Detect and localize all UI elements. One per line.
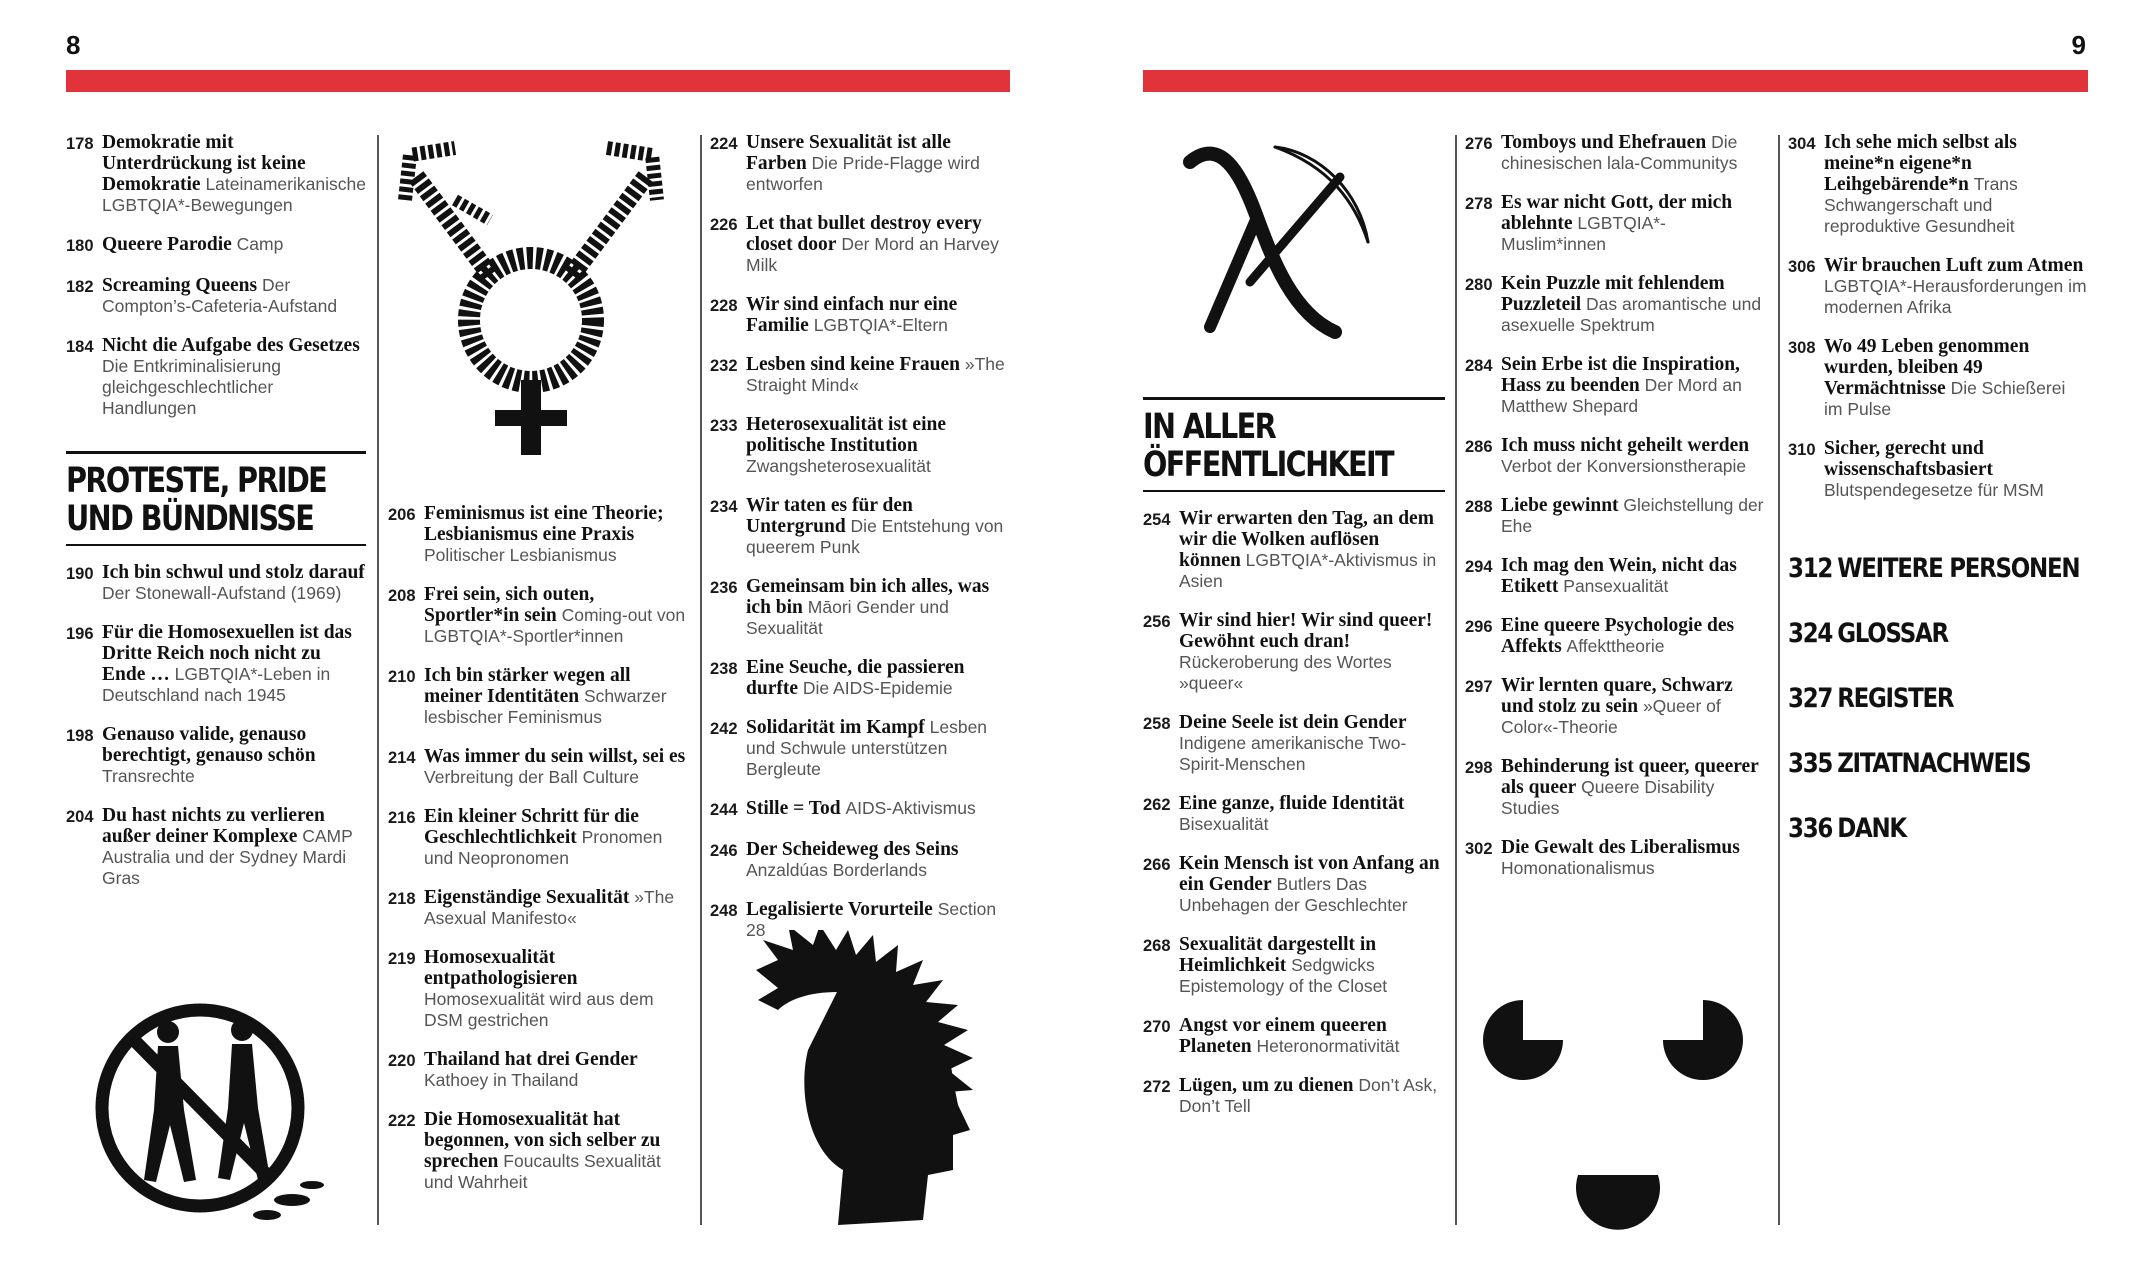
toc-page-number: 276 xyxy=(1465,135,1493,153)
toc-entry-subtitle: LGBTQIA*-Muslim*innen xyxy=(1501,213,1666,254)
toc-entry-title: Lügen, um zu dienen xyxy=(1179,1075,1354,1096)
toc-page-number: 219 xyxy=(388,950,416,968)
toc-entry-text xyxy=(424,806,690,869)
toc-entry-title: Behinderung ist queer, queerer als queer xyxy=(1501,756,1759,798)
appendix-label: REGISTER xyxy=(1837,683,1954,714)
section-title-line: IN ALLER xyxy=(1143,407,1276,447)
toc-entry-text xyxy=(102,234,366,257)
toc-entry-text xyxy=(1501,675,1770,738)
toc-entry[interactable] xyxy=(66,805,366,889)
toc-entry-title: Gemeinsam bin ich alles, was ich bin xyxy=(746,576,990,618)
toc-entry-text xyxy=(1179,712,1445,775)
appendix-entry[interactable] xyxy=(1788,683,2043,714)
punk-head-silhouette xyxy=(748,930,1010,1230)
toc-entry[interactable] xyxy=(1788,336,2088,420)
toc-entry-subtitle: Kathoey in Thailand xyxy=(424,1070,579,1090)
toc-entry-text xyxy=(1179,508,1445,592)
toc-page-number: 190 xyxy=(66,565,94,583)
toc-page-number: 234 xyxy=(710,498,738,516)
toc-entry-text xyxy=(1501,354,1770,417)
toc-entry-title: Wo 49 Leben genommen wurden, bleiben 49 Vermächtnisse xyxy=(1824,336,2030,399)
toc-entry[interactable] xyxy=(710,798,1010,821)
toc-entry-title: Ich sehe mich selbst als meine*n eigene*n Leihgebärende*n xyxy=(1824,132,2017,195)
toc-entry-subtitle: Gleichstellung der Ehe xyxy=(1501,495,1764,536)
toc-entry[interactable] xyxy=(1788,255,2088,318)
toc-entry[interactable] xyxy=(1143,610,1445,694)
toc-page-number: 266 xyxy=(1143,856,1171,874)
toc-entry-title: Eine ganze, fluide Identität xyxy=(1179,793,1405,814)
toc-entry[interactable] xyxy=(1465,132,1770,174)
toc-entry-text xyxy=(102,724,366,787)
toc-page-number: 310 xyxy=(1788,441,1816,459)
appendix-page-number: 324 xyxy=(1788,618,1833,649)
toc-page-number: 182 xyxy=(66,278,94,296)
toc-entry-title: Feminismus ist eine Theorie; Lesbianismus eine Praxis xyxy=(424,503,664,545)
toc-entry[interactable] xyxy=(1788,438,2088,501)
toc-page-number: 233 xyxy=(710,417,738,435)
toc-page-number: 256 xyxy=(1143,613,1171,631)
toc-column-2 xyxy=(388,503,690,1211)
toc-entry-text xyxy=(746,576,1010,639)
toc-entry-title: Ich muss nicht geheilt werden xyxy=(1501,435,1750,456)
toc-page-number: 220 xyxy=(388,1052,416,1070)
toc-entry-subtitle: Lesben und Schwule unterstützen Bergleute xyxy=(746,717,988,779)
toc-entry[interactable] xyxy=(710,132,1010,195)
toc-page-number: 258 xyxy=(1143,715,1171,733)
toc-entry-text xyxy=(746,495,1010,558)
appendix-label: ZITATNACHWEIS xyxy=(1837,748,2031,779)
toc-entry-text xyxy=(102,275,366,317)
toc-page-number: 208 xyxy=(388,587,416,605)
toc-entry-subtitle: Das aromantische und asexuelle Spektrum xyxy=(1501,294,1762,335)
toc-entry-text xyxy=(1179,1015,1445,1057)
toc-entry-text xyxy=(1179,793,1445,835)
toc-page-number: 304 xyxy=(1788,135,1816,153)
toc-entry-subtitle: LGBTQIA*-Aktivismus in Asien xyxy=(1179,550,1437,591)
appendix-page-number: 336 xyxy=(1788,813,1833,844)
toc-entry-title: Legalisierte Vorurteile xyxy=(746,899,933,920)
toc-entry-title: Was immer du sein willst, sei es xyxy=(424,746,686,767)
toc-page-number: 226 xyxy=(710,216,738,234)
toc-entry-text xyxy=(102,562,366,604)
toc-page-number: 242 xyxy=(710,720,738,738)
toc-entry-subtitle: Don’t Ask, Don’t Tell xyxy=(1179,1075,1438,1116)
toc-entry-subtitle: Der Stonewall-Aufstand (1969) xyxy=(102,583,342,603)
toc-entry-title: Sexualität dargestellt in Heimlichkeit xyxy=(1179,934,1377,976)
toc-entry-title: Genauso valide, genauso berechtigt, genauso schön xyxy=(102,724,316,766)
toc-entry-subtitle: Homonationalismus xyxy=(1501,858,1655,878)
appendix-label: GLOSSAR xyxy=(1837,618,1948,649)
appendix-page-number: 327 xyxy=(1788,683,1833,714)
toc-entry-subtitle: Die Pride-Flagge wird entworfen xyxy=(746,153,980,194)
toc-entry-title: Wir brauchen Luft zum Atmen xyxy=(1824,255,2084,276)
toc-entry-title: Angst vor einem queeren Planeten xyxy=(1179,1015,1387,1057)
toc-entry-subtitle: Transrechte xyxy=(102,766,195,786)
toc-entry-title: Thailand hat drei Gender xyxy=(424,1049,638,1070)
toc-entry[interactable] xyxy=(710,414,1010,477)
toc-entry[interactable] xyxy=(66,335,366,419)
toc-entry-text xyxy=(102,805,366,889)
toc-entry-title: Queere Parodie xyxy=(102,234,232,255)
toc-entry-text xyxy=(102,622,366,706)
column-divider xyxy=(377,135,379,1225)
toc-entry-text xyxy=(1501,615,1770,657)
toc-page-number: 286 xyxy=(1465,438,1493,456)
toc-entry[interactable] xyxy=(388,1049,690,1091)
toc-entry[interactable] xyxy=(710,495,1010,558)
section-heading-public xyxy=(1143,397,1445,492)
toc-entry[interactable] xyxy=(388,1109,690,1193)
toc-entry-title: Demokratie mit Unterdrückung ist keine Demokratie xyxy=(102,132,306,195)
toc-entry[interactable] xyxy=(710,354,1010,396)
toc-entry-title: Eigenständige Sexualität xyxy=(424,887,630,908)
toc-entry-text xyxy=(424,584,690,647)
toc-entry-subtitle: CAMP Australia und der Sydney Mardi Gras xyxy=(102,826,353,888)
toc-page-number: 270 xyxy=(1143,1018,1171,1036)
toc-entry[interactable] xyxy=(1465,615,1770,657)
toc-entry[interactable] xyxy=(1143,934,1445,997)
toc-entry-title: Heterosexualität ist eine politische Institution xyxy=(746,414,947,456)
toc-entry[interactable] xyxy=(1143,793,1445,835)
toc-entry-text xyxy=(1179,853,1445,916)
toc-page-number: 298 xyxy=(1465,759,1493,777)
toc-entry-text xyxy=(1824,132,2088,237)
toc-entry-title: Sicher, gerecht und wissenschaftsbasiert xyxy=(1824,438,1993,480)
toc-entry-subtitle: Die AIDS-Epidemie xyxy=(802,678,953,698)
toc-entry-title: Wir sind einfach nur eine Familie xyxy=(746,294,958,336)
toc-page-number: 294 xyxy=(1465,558,1493,576)
toc-entry-text xyxy=(1179,1075,1445,1117)
toc-entry-text xyxy=(1501,435,1770,477)
toc-entry[interactable] xyxy=(710,657,1010,699)
toc-entry[interactable] xyxy=(388,947,690,1031)
toc-entry-text xyxy=(102,132,366,216)
toc-entry-title: Der Scheideweg des Seins xyxy=(746,839,959,860)
toc-page-number: 278 xyxy=(1465,195,1493,213)
toc-entry[interactable] xyxy=(1465,495,1770,537)
toc-entry-title: Es war nicht Gott, der mich ablehnte xyxy=(1501,192,1733,234)
toc-entry[interactable] xyxy=(1465,435,1770,477)
toc-page-number: 254 xyxy=(1143,511,1171,529)
toc-entry[interactable] xyxy=(66,562,366,604)
toc-entry-text xyxy=(424,1049,690,1091)
toc-entry-title: Deine Seele ist dein Gender xyxy=(1179,712,1407,733)
toc-entry-subtitle: Politischer Lesbianismus xyxy=(424,545,617,565)
toc-entry-subtitle: Coming-out von LGBTQIA*-Sportler*innen xyxy=(424,605,686,646)
toc-entry-subtitle: Heteronormativität xyxy=(1256,1036,1400,1056)
toc-entry-title: Ich bin schwul und stolz darauf xyxy=(102,562,365,583)
toc-page-number: 262 xyxy=(1143,796,1171,814)
section-title-line: ÖFFENTLICHKEIT xyxy=(1143,445,1394,485)
toc-entry-subtitle: Foucaults Sexualität und Wahrheit xyxy=(424,1151,661,1192)
toc-entry-title: Sein Erbe ist die Inspiration, Hass zu beenden xyxy=(1501,354,1740,396)
toc-entry-text xyxy=(1501,273,1770,336)
toc-entry-text xyxy=(424,746,690,788)
toc-page-number: 178 xyxy=(66,135,94,153)
toc-page-number: 248 xyxy=(710,902,738,920)
toc-entry-title: Screaming Queens xyxy=(102,275,258,296)
toc-entry-title: Solidarität im Kampf xyxy=(746,717,925,738)
toc-entry-subtitle: Section 28 xyxy=(746,899,997,940)
toc-entry[interactable] xyxy=(1465,756,1770,819)
toc-entry-title: Wir sind hier! Wir sind queer! Gewöhnt euch dran! xyxy=(1179,610,1433,652)
toc-entry[interactable] xyxy=(1465,354,1770,417)
toc-entry-text xyxy=(1824,438,2088,501)
toc-entry-subtitle: Schwarzer lesbischer Feminismus xyxy=(424,686,667,727)
toc-entry[interactable] xyxy=(710,839,1010,881)
toc-entry-title: Du hast nichts zu verlieren außer deiner Komplexe xyxy=(102,805,325,847)
appendix-label: WEITERE PERSONEN xyxy=(1837,553,2080,584)
toc-entry[interactable] xyxy=(710,294,1010,336)
toc-entry-title: Liebe gewinnt xyxy=(1501,495,1619,516)
toc-entry-subtitle: Lateinamerikanische LGBTQIA*-Bewegungen xyxy=(102,174,366,215)
toc-page-number: 216 xyxy=(388,809,416,827)
toc-entry-subtitle: Zwangsheterosexualität xyxy=(746,456,931,476)
toc-entry-title: Ich bin stärker wegen all meiner Identitäten xyxy=(424,665,631,707)
toc-page-number: 232 xyxy=(710,357,738,375)
toc-page-number: 228 xyxy=(710,297,738,315)
toc-entry-title: Wir taten es für den Untergrund xyxy=(746,495,913,537)
toc-entry[interactable] xyxy=(66,724,366,787)
column-divider xyxy=(1455,135,1457,1225)
toc-entry-text xyxy=(746,294,1010,336)
toc-entry-subtitle: Butlers Das Unbehagen der Geschlechter xyxy=(1179,874,1408,915)
toc-entry-subtitle: Indigene amerikanische Two-Spirit-Menschen xyxy=(1179,733,1407,774)
toc-entry-title: Kein Mensch ist von Anfang an ein Gender xyxy=(1179,853,1440,895)
section-heading-protests xyxy=(66,451,366,546)
toc-page-number: 284 xyxy=(1465,357,1493,375)
toc-page-number: 180 xyxy=(66,237,94,255)
toc-entry-text xyxy=(1501,132,1770,174)
toc-entry-title: Die Gewalt des Liberalismus xyxy=(1501,837,1740,858)
toc-entry-subtitle: Bisexualität xyxy=(1179,814,1269,834)
appendix-entry[interactable] xyxy=(1788,618,2043,649)
header-bar-left xyxy=(66,70,1010,92)
toc-entry-text xyxy=(746,657,1010,699)
toc-entry-text xyxy=(746,839,1010,881)
page-number-right: 9 xyxy=(2071,30,2086,60)
toc-entry-title: Stille = Tod xyxy=(746,798,841,819)
toc-entry-text xyxy=(424,665,690,728)
toc-entry-subtitle: Die Entkriminalisierung gleichgeschlechtlicher Handlungen xyxy=(102,356,281,418)
toc-entry[interactable] xyxy=(66,132,366,216)
toc-entry[interactable] xyxy=(1465,555,1770,597)
toc-entry-title: Frei sein, sich outen, Sportler*in sein xyxy=(424,584,595,626)
toc-page-number: 268 xyxy=(1143,937,1171,955)
toc-page-number: 206 xyxy=(388,506,416,524)
toc-entry[interactable] xyxy=(710,717,1010,780)
toc-entry[interactable] xyxy=(710,213,1010,276)
toc-entry-text xyxy=(424,947,690,1031)
toc-entry-text xyxy=(746,213,1010,276)
toc-page-number: 302 xyxy=(1465,840,1493,858)
toc-entry-subtitle: Camp xyxy=(236,234,284,254)
toc-entry-subtitle: Verbreitung der Ball Culture xyxy=(424,767,639,787)
toc-entry-subtitle: LGBTQIA*-Herausforderungen im modernen Afrika xyxy=(1824,276,2087,317)
toc-entry-text xyxy=(1501,495,1770,537)
toc-entry-title: Unsere Sexualität ist alle Farben xyxy=(746,132,951,174)
toc-entry-text xyxy=(424,887,690,929)
prohibited-couple-icon xyxy=(72,1000,334,1230)
toc-column-5 xyxy=(1465,132,1770,897)
transgender-symbol-illustration xyxy=(395,130,667,460)
toc-entry-subtitle: Pansexualität xyxy=(1563,576,1669,596)
toc-entry-text xyxy=(1501,192,1770,255)
toc-entry[interactable] xyxy=(1143,712,1445,775)
toc-entry-text xyxy=(1501,555,1770,597)
toc-entry[interactable] xyxy=(1143,508,1445,592)
toc-entry[interactable] xyxy=(1143,853,1445,916)
toc-entry-subtitle: Der Compton’s-Cafeteria-Aufstand xyxy=(102,275,338,316)
header-bar-right xyxy=(1143,70,2088,92)
toc-entry[interactable] xyxy=(710,576,1010,639)
toc-entry[interactable] xyxy=(1143,1075,1445,1117)
toc-entry[interactable] xyxy=(1465,273,1770,336)
toc-entry[interactable] xyxy=(1788,132,2088,237)
toc-column-6 xyxy=(1788,132,2088,878)
toc-entry-title: Wir erwarten den Tag, an dem wir die Wolken auflösen können xyxy=(1179,508,1434,571)
toc-entry-subtitle: »The Asexual Manifesto« xyxy=(424,887,675,928)
toc-entry-text xyxy=(746,132,1010,195)
toc-entry-subtitle: Die Entstehung von queerem Punk xyxy=(746,516,1004,557)
toc-entry-subtitle: LGBTQIA*-Eltern xyxy=(813,315,948,335)
toc-entry-subtitle: Blutspendegesetze für MSM xyxy=(1824,480,2044,500)
toc-entry-text xyxy=(1179,610,1445,694)
toc-entry-subtitle: Der Mord an Harvey Milk xyxy=(746,234,999,275)
toc-page-number: 210 xyxy=(388,668,416,686)
toc-page-number: 272 xyxy=(1143,1078,1171,1096)
toc-entry-subtitle: AIDS-Aktivismus xyxy=(845,798,976,818)
toc-entry[interactable] xyxy=(388,746,690,788)
toc-entry-text xyxy=(102,335,366,419)
toc-entry-title: Kein Puzzle mit fehlendem Puzzleteil xyxy=(1501,273,1725,315)
toc-page-number: 204 xyxy=(66,808,94,826)
toc-entry-text xyxy=(746,354,1010,396)
toc-entry-subtitle: Pronomen und Neopronomen xyxy=(424,827,663,868)
toc-entry[interactable] xyxy=(1465,837,1770,879)
toc-entry-title: Wir lernten quare, Schwarz und stolz zu sein xyxy=(1501,675,1733,717)
kanizsa-illusion xyxy=(1478,995,1748,1235)
toc-entry-text xyxy=(746,798,1010,821)
toc-entry-subtitle: Queere Disability Studies xyxy=(1501,777,1715,818)
toc-page-number: 184 xyxy=(66,338,94,356)
toc-entry[interactable] xyxy=(1465,675,1770,738)
toc-entry-text xyxy=(746,414,1010,477)
toc-entry-text xyxy=(1824,336,2088,420)
toc-entry-text xyxy=(1824,255,2088,318)
toc-entry[interactable] xyxy=(66,622,366,706)
toc-entry-text xyxy=(1501,756,1770,819)
toc-entry-title: Ein kleiner Schritt für die Geschlechtlichkeit xyxy=(424,806,639,848)
toc-entry[interactable] xyxy=(388,503,690,566)
toc-page-number: 224 xyxy=(710,135,738,153)
toc-entry-title: Eine queere Psychologie des Affekts xyxy=(1501,615,1735,657)
toc-entry-subtitle: Der Mord an Matthew Shepard xyxy=(1501,375,1742,416)
toc-page-number: 236 xyxy=(710,579,738,597)
appendix-page-number: 312 xyxy=(1788,553,1833,584)
toc-entry-title: Nicht die Aufgabe des Gesetzes xyxy=(102,335,360,356)
toc-entry-subtitle: Affekttheorie xyxy=(1566,636,1665,656)
toc-entry-title: Tomboys und Ehefrauen xyxy=(1501,132,1707,153)
appendix-list xyxy=(1788,553,2088,844)
toc-entry[interactable] xyxy=(66,234,366,257)
toc-entry-subtitle: Die chinesischen lala-Communitys xyxy=(1501,132,1738,173)
toc-page-number: 238 xyxy=(710,660,738,678)
toc-entry-title: Let that bullet destroy every closet door xyxy=(746,213,982,255)
toc-entry-title: Ich mag den Wein, nicht das Etikett xyxy=(1501,555,1737,597)
toc-entry-text xyxy=(424,503,690,566)
toc-entry-subtitle: »Queer of Color«-Theorie xyxy=(1501,696,1721,737)
toc-entry-subtitle: »The Straight Mind« xyxy=(746,354,1005,395)
appendix-label: DANK xyxy=(1837,813,1906,844)
toc-page-number: 306 xyxy=(1788,258,1816,276)
toc-entry-subtitle: Māori Gender und Sexualität xyxy=(746,597,949,638)
toc-page-number: 198 xyxy=(66,727,94,745)
toc-page-number: 244 xyxy=(710,801,738,819)
appendix-page-number: 335 xyxy=(1788,748,1833,779)
column-divider xyxy=(1778,135,1780,1225)
toc-entry-title: Für die Homosexuellen ist das Dritte Reich noch nicht zu Ende … xyxy=(102,622,352,685)
toc-page-number: 222 xyxy=(388,1112,416,1130)
toc-entry[interactable] xyxy=(1143,1015,1445,1057)
toc-page-number: 296 xyxy=(1465,618,1493,636)
toc-entry-subtitle: Sedgwicks Epistemology of the Closet xyxy=(1179,955,1388,996)
toc-entry-subtitle: Rückeroberung des Wortes »queer« xyxy=(1179,652,1392,693)
toc-entry[interactable] xyxy=(1465,192,1770,255)
toc-column-1 xyxy=(66,132,366,907)
toc-entry[interactable] xyxy=(388,887,690,929)
appendix-entry[interactable] xyxy=(1788,748,2043,779)
toc-entry-text xyxy=(424,1109,690,1193)
toc-entry[interactable] xyxy=(66,275,366,317)
section-title-line: PROTESTE, PRIDE xyxy=(66,461,327,501)
page-number-left: 8 xyxy=(66,30,81,60)
section-title-line: UND BÜNDNISSE xyxy=(66,499,314,539)
toc-entry-text xyxy=(746,717,1010,780)
toc-entry[interactable] xyxy=(388,584,690,647)
toc-entry-title: Die Homosexualität hat begonnen, von sich selber zu sprechen xyxy=(424,1109,661,1172)
toc-page-number: 218 xyxy=(388,890,416,908)
toc-page-number: 288 xyxy=(1465,498,1493,516)
appendix-entry[interactable] xyxy=(1788,813,2043,844)
appendix-entry[interactable] xyxy=(1788,553,2080,584)
toc-entry-subtitle: LGBTQIA*-Leben in Deutschland nach 1945 xyxy=(102,664,331,705)
toc-page-number: 214 xyxy=(388,749,416,767)
toc-page-number: 308 xyxy=(1788,339,1816,357)
toc-entry-subtitle: Trans Schwangerschaft und reproduktive Gesundheit xyxy=(1824,174,2018,236)
toc-page-number: 280 xyxy=(1465,276,1493,294)
toc-entry[interactable] xyxy=(388,806,690,869)
toc-entry-subtitle: Verbot der Konversionstherapie xyxy=(1501,456,1747,476)
pickaxe-lambda-symbol xyxy=(1180,132,1390,347)
toc-entry-title: Eine Seuche, die passieren durfte xyxy=(746,657,965,699)
toc-entry-subtitle: Homosexualität wird aus dem DSM gestrichen xyxy=(424,989,654,1030)
toc-entry-subtitle: Die Schießerei im Pulse xyxy=(1824,378,2066,419)
toc-page-number: 297 xyxy=(1465,678,1493,696)
toc-entry-title: Homosexualität entpathologisieren xyxy=(424,947,578,989)
column-divider xyxy=(700,135,702,1225)
toc-entry-subtitle: Anzaldúas Borderlands xyxy=(746,860,927,880)
toc-page-number: 246 xyxy=(710,842,738,860)
toc-entry-title: Lesben sind keine Frauen xyxy=(746,354,960,375)
toc-column-4 xyxy=(1143,397,1445,1135)
toc-entry[interactable] xyxy=(388,665,690,728)
toc-entry-text xyxy=(1501,837,1770,879)
toc-entry-text xyxy=(1179,934,1445,997)
toc-column-3 xyxy=(710,132,1010,959)
toc-page-number: 196 xyxy=(66,625,94,643)
